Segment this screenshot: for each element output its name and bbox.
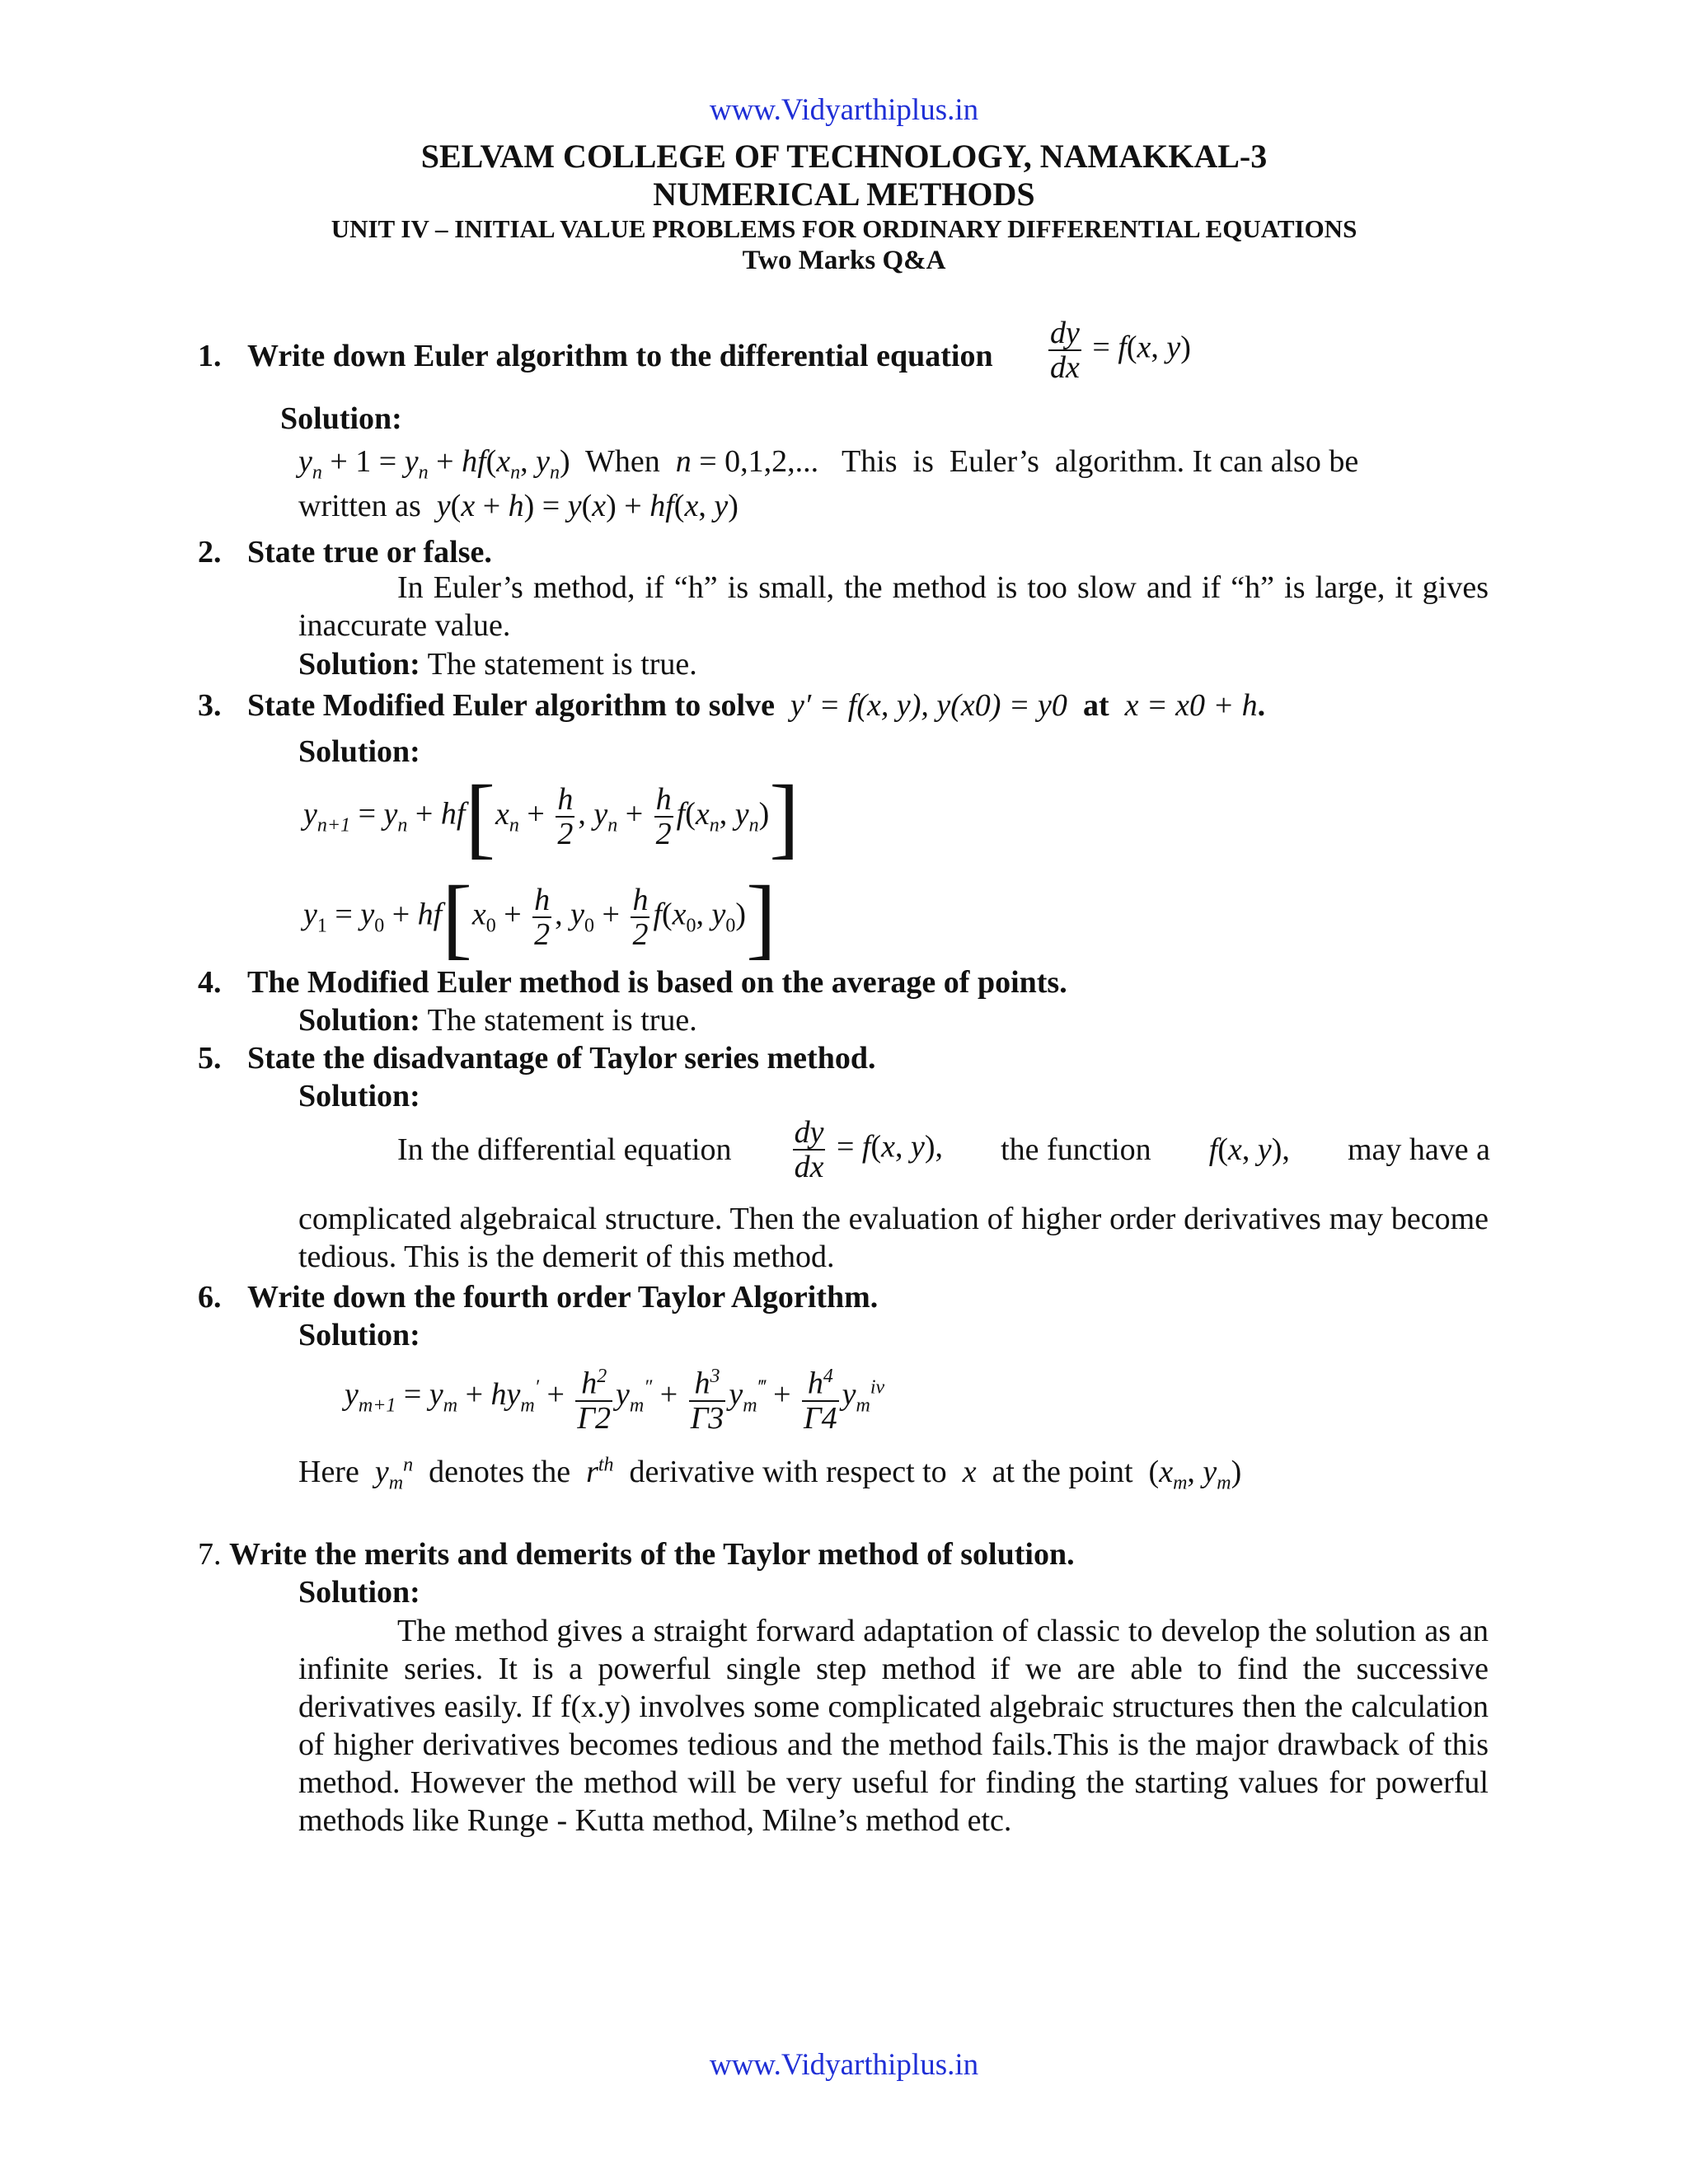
question-text: State Modified Euler algorithm to solve (247, 688, 775, 723)
initial-condition: y′ = f(x, y), y(x0) = y0 (790, 688, 1067, 723)
site-url-bottom[interactable]: www.Vidyarthiplus.in (709, 2048, 979, 2082)
solution-line (298, 1002, 697, 1038)
question-number: 5. (198, 1041, 222, 1076)
question-number: 7. (198, 1537, 222, 1572)
body-end: may have a (1347, 1132, 1490, 1167)
here-a: Here (298, 1455, 359, 1489)
question-number: 2. (198, 535, 222, 569)
at-word: at (1082, 688, 1109, 723)
question-number: 3. (198, 688, 222, 723)
solution-text: The statement is true. (427, 647, 697, 682)
euler-algorithm: $y_n + 1 = y_n + hf(x_n$, $y_n$) When n = 0,1,2,... This is Euler’s algorithm. It can also be (298, 444, 1359, 484)
unit-title: UNIT IV – INITIAL VALUE PROBLEMS FOR ORDINARY DIFFERENTIAL EQUATIONS (331, 214, 1357, 243)
solution-text: The statement is true. (427, 1003, 697, 1038)
here-b: denotes the (429, 1455, 571, 1489)
question-text-line: State Modified Euler algorithm to solve y′ = f(x, y), y(x0) = y0 at x = x0 + h. (247, 688, 1266, 723)
taylor-notation-note: Here $y_m^n$ denotes the $r^{th}$ derivative with respect to x at the point ($x_m$, $y_m$) (298, 1454, 1242, 1494)
solution-label: Solution: (280, 401, 402, 436)
solution-label: Solution: (298, 1318, 420, 1352)
solution-line (298, 646, 697, 682)
question-number: 1. (198, 339, 222, 373)
modified-euler-first-step: $y_1 = y_0 + hf[x_0$ + $\frac{h}{2}$ , $y_0$ + $\frac{h}{2}$ $f(x_0$, $y_0$)] (303, 867, 776, 968)
solution-label: Solution: (298, 1079, 420, 1113)
solution-label: Solution: (298, 647, 420, 682)
euler-alt-form: written as y(x + h) = y(x) + hf(x, y) (298, 489, 738, 523)
college-title: SELVAM COLLEGE OF TECHNOLOGY, NAMAKKAL-3 (420, 138, 1268, 175)
subject-title: NUMERICAL METHODS (653, 176, 1035, 213)
solution-label: Solution: (298, 1003, 420, 1038)
doc-type: Two Marks Q&A (742, 246, 946, 275)
question-text: Write down the fourth order Taylor Algorithm. (247, 1280, 879, 1315)
question-text: State the disadvantage of Taylor series method. (247, 1041, 876, 1076)
question-text: State true or false. (247, 535, 492, 569)
question-number: 6. (198, 1280, 222, 1315)
question-statement: In Euler’s method, if “h” is small, the method is too slow and if “h” is large, it gives inaccurate value. (298, 570, 1489, 643)
equation-dydx: $\frac{dy}{dx}$ = f(x, y) (1050, 316, 1191, 385)
taylor-fourth-order: $y_{m+1} = y_m + hy_m'$ + $\frac{h^2}{\Gamma 2}$ $y_m''$ + $\frac{h^3}{\Gamma 3}$ $y_m^‴$ + $\frac{h^4}{\Gamma 4}$ $y_m^{iv}$ (345, 1360, 884, 1435)
modified-euler-general: $y_{n+1} = y_n + hf[x_n$ + $\frac{h}{2}$ , $y_n$ + $\frac{h}{2}$ $f(x_n$, $y_n$)] (303, 766, 799, 867)
question-text: Write the merits and demerits of the Taylor method of solution. (229, 1537, 1075, 1572)
eval-point: x = x0 + h (1124, 688, 1258, 723)
question-text: Write down Euler algorithm to the differential equation (247, 339, 993, 373)
site-url-top[interactable]: www.Vidyarthiplus.in (709, 93, 979, 127)
question-text: The Modified Euler method is based on the average of points. (247, 965, 1067, 1000)
taylor-disadvantage-line: In the differential equation $\frac{dy}{dx}$ = f(x, y), the function f(x, y), may have a (397, 1115, 1490, 1184)
body-intro: In the differential equation (397, 1132, 732, 1167)
question-line (198, 1536, 1075, 1572)
taylor-disadvantage-rest: complicated algebraical structure. Then the evaluation of higher order derivatives may become tedious. This is the demerit of this method. (298, 1202, 1489, 1274)
here-c: derivative with respect to (629, 1455, 947, 1489)
solution-label: Solution: (298, 734, 420, 769)
question-number: 4. (198, 965, 222, 1000)
solution-label: Solution: (298, 1575, 420, 1610)
body-mid: the function (1001, 1132, 1151, 1167)
taylor-merits-text: The method gives a straight forward adaptation of classic to develop the solution as an infinite series. It is a powerful single step method if we are able to find the successive derivatives easily. If f(x.y) involves some complicated algebraic structures then the calculation of higher derivatives becomes tedious and the method fails.This is the major drawback of this method. However the method will be very useful for finding the starting values for powerful methods like Runge - Kutta method, Milne’s method etc. (298, 1614, 1489, 1838)
here-d: at the point (992, 1455, 1133, 1489)
